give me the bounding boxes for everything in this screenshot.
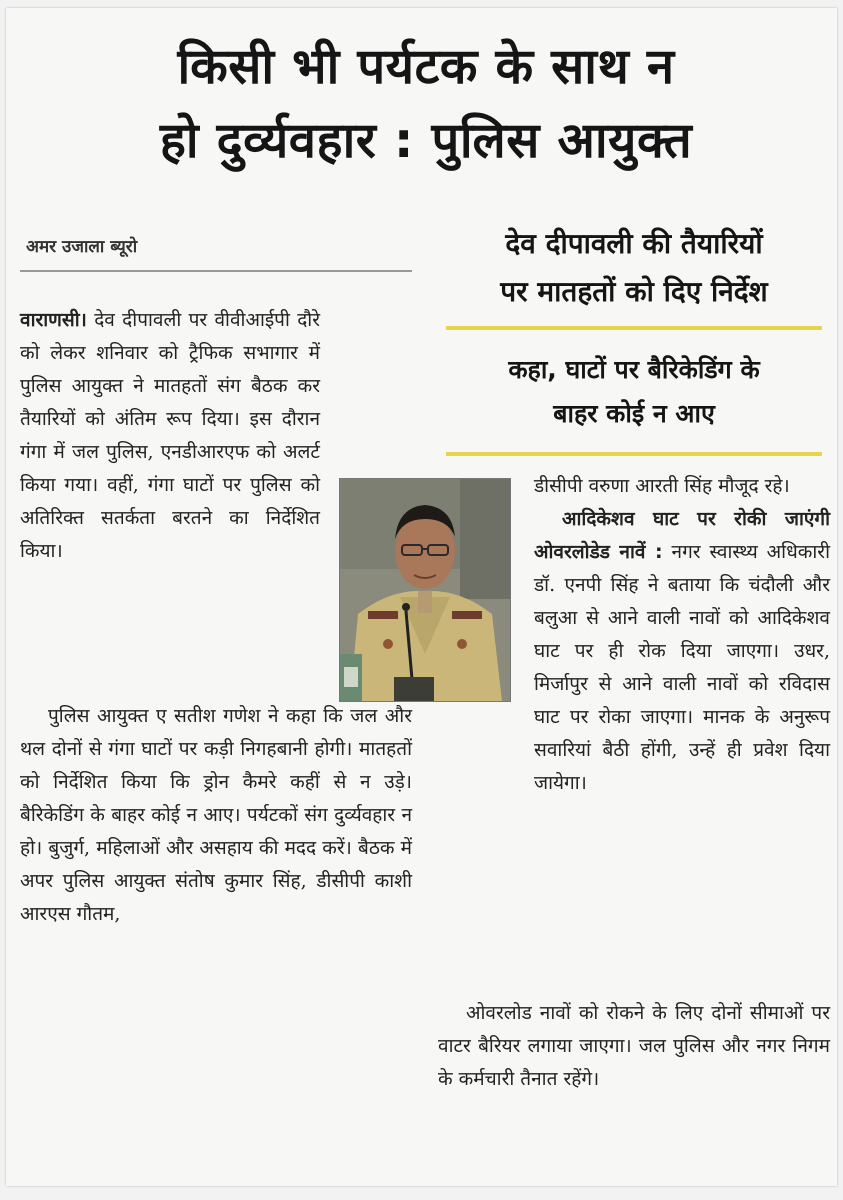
deck-1-line-1: देव दीपावली की तैयारियों [505, 227, 763, 260]
deck-2 [434, 348, 834, 436]
paragraph-4-text: नगर स्वास्थ्य अधिकारी डॉ. एनपी सिंह ने बताया कि चंदौली और बलुआ से आने वाली नावों को आदिकेशव घाट पर ही रोक दिया जाएगा। उधर, मिर्जापुर से आने वाली नावों को रविदास घाट पर रोका जाएगा। मानक के अनुरूप सवारियां बैठी होंगी, उन्हें ही प्रवेश दिया जायेगा। [534, 541, 830, 794]
officer-portrait-image [340, 479, 510, 701]
deck-2-line-1: कहा, घाटों पर बैरिकेडिंग के [508, 355, 760, 384]
column-2-upper [534, 470, 830, 800]
deck-2-line-2: बाहर कोई न आए [553, 399, 715, 428]
deck-1 [434, 220, 834, 316]
column-1-lower [20, 700, 412, 931]
subheading: आदिकेशव घाट पर रोकी जाएंगी ओवरलोडेड नावें : [534, 508, 830, 563]
deck-1-line-2: पर मातहतों को दिए निर्देश [500, 275, 768, 308]
headline-line-2: हो दुर्व्यवहार : पुलिस आयुक्त [159, 112, 693, 169]
byline-divider [20, 270, 412, 272]
paragraph-1-text: देव दीपावली पर वीवीआईपी दौरे को लेकर शनिवार को ट्रैफिक सभागार में पुलिस आयुक्त ने मातहतों संग बैठक कर तैयारियों को अंतिम रूप दिया। इस दौरान गंगा में जल पुलिस, एनडीआरएफ को अलर्ट किया गया। वहीं, गंगा घाटों पर पुलिस को अतिरिक्त सतर्कता बरतने का निर्देशित किया। [20, 309, 320, 562]
column-2-lower [438, 997, 830, 1096]
paragraph-3: डीसीपी वरुणा आरती सिंह मौजूद रहे। [534, 475, 790, 497]
paragraph-1 [20, 304, 320, 568]
byline: अमर उजाला ब्यूरो [26, 237, 138, 257]
commissioner-photo [339, 478, 511, 702]
deck-divider-1 [446, 326, 822, 330]
paragraph-4 [534, 503, 830, 800]
newspaper-clipping [6, 8, 837, 1186]
paragraph-5: ओवरलोड नावों को रोकने के लिए दोनों सीमाओं पर वाटर बैरियर लगाया जाएगा। जल पुलिस और नगर निगम के कर्मचारी तैनात रहेंगे। [438, 1002, 830, 1090]
dateline: वाराणसी। [20, 309, 87, 331]
paragraph-2: पुलिस आयुक्त ए सतीश गणेश ने कहा कि जल और थल दोनों से गंगा घाटों पर कड़ी निगहबानी होगी। मातहतों को निर्देशित किया कि ड्रोन कैमरे कहीं से न उड़े। बैरिकेडिंग के बाहर कोई न आए। पर्यटकों संग दुर्व्यवहार न हो। बुजुर्ग, महिलाओं और असहाय की मदद करें। बैठक में अपर पुलिस आयुक्त संतोष कुमार सिंह, डीसीपी काशी आरएस गौतम, [20, 705, 412, 925]
headline [20, 30, 832, 178]
column-1-upper [20, 304, 320, 568]
headline-line-1: किसी भी पर्यटक के साथ न [177, 38, 675, 95]
deck-divider-2 [446, 452, 822, 456]
